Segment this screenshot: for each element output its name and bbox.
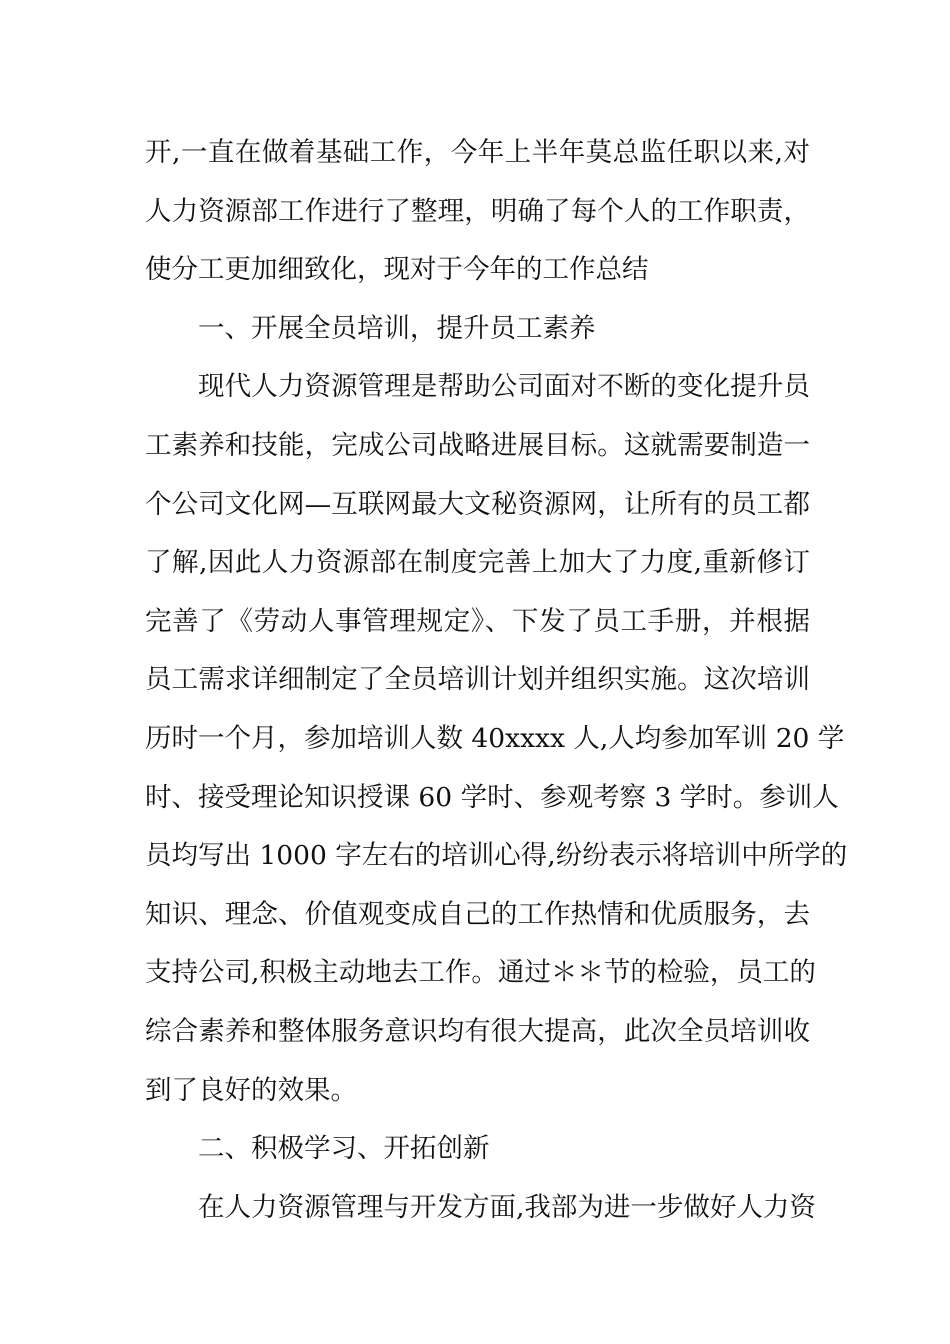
body-line-8: 了解,因此人力资源部在制度完善上加大了力度,重新修订 (145, 547, 810, 579)
body-line-17: 到了良好的效果。 (145, 1074, 357, 1106)
body-line-19: 在人力资源管理与开发方面,我部为进一步做好人力资 (198, 1191, 816, 1223)
document-body (145, 124, 848, 1237)
body-line-6: 工素养和技能，完成公司战略进展目标。这就需要制造一 (145, 429, 810, 461)
section-heading-2: 二、积极学习、开拓创新 (198, 1133, 490, 1165)
body-line-14: 知识、理念、价值观变成自己的工作热情和优质服务，去 (145, 898, 810, 930)
body-line-12: 时、接受理论知识授课 60 学时、参观考察 3 学时。参训人 (145, 781, 839, 813)
body-line-13: 员均写出 1000 字左右的培训心得,纷纷表示将培训中所学的 (145, 840, 848, 872)
body-line-2: 人力资源部工作进行了整理，明确了每个人的工作职责， (145, 195, 810, 227)
section-heading-1: 一、开展全员培训，提升员工素养 (198, 312, 596, 344)
body-line-1: 开,一直在做着基础工作，今年上半年莫总监任职以来,对 (145, 137, 810, 168)
body-line-5: 现代人力资源管理是帮助公司面对不断的变化提升员 (198, 371, 810, 403)
body-line-9: 完善了《劳动人事管理规定》、下发了员工手册，并根据 (145, 605, 810, 637)
body-line-10: 员工需求详细制定了全员培训计划并组织实施。这次培训 (145, 664, 810, 696)
body-line-7: 个公司文化网—互联网最大文秘资源网，让所有的员工都 (145, 488, 810, 520)
body-line-3: 使分工更加细致化，现对于今年的工作总结 (145, 254, 649, 286)
body-line-15: 支持公司,积极主动地去工作。通过＊＊节的检验，员工的 (145, 957, 816, 989)
body-line-16: 综合素养和整体服务意识均有很大提高，此次全员培训收 (145, 1015, 810, 1047)
body-line-11: 历时一个月，参加培训人数 40xxxx 人,人均参加军训 20 学 (145, 722, 845, 754)
